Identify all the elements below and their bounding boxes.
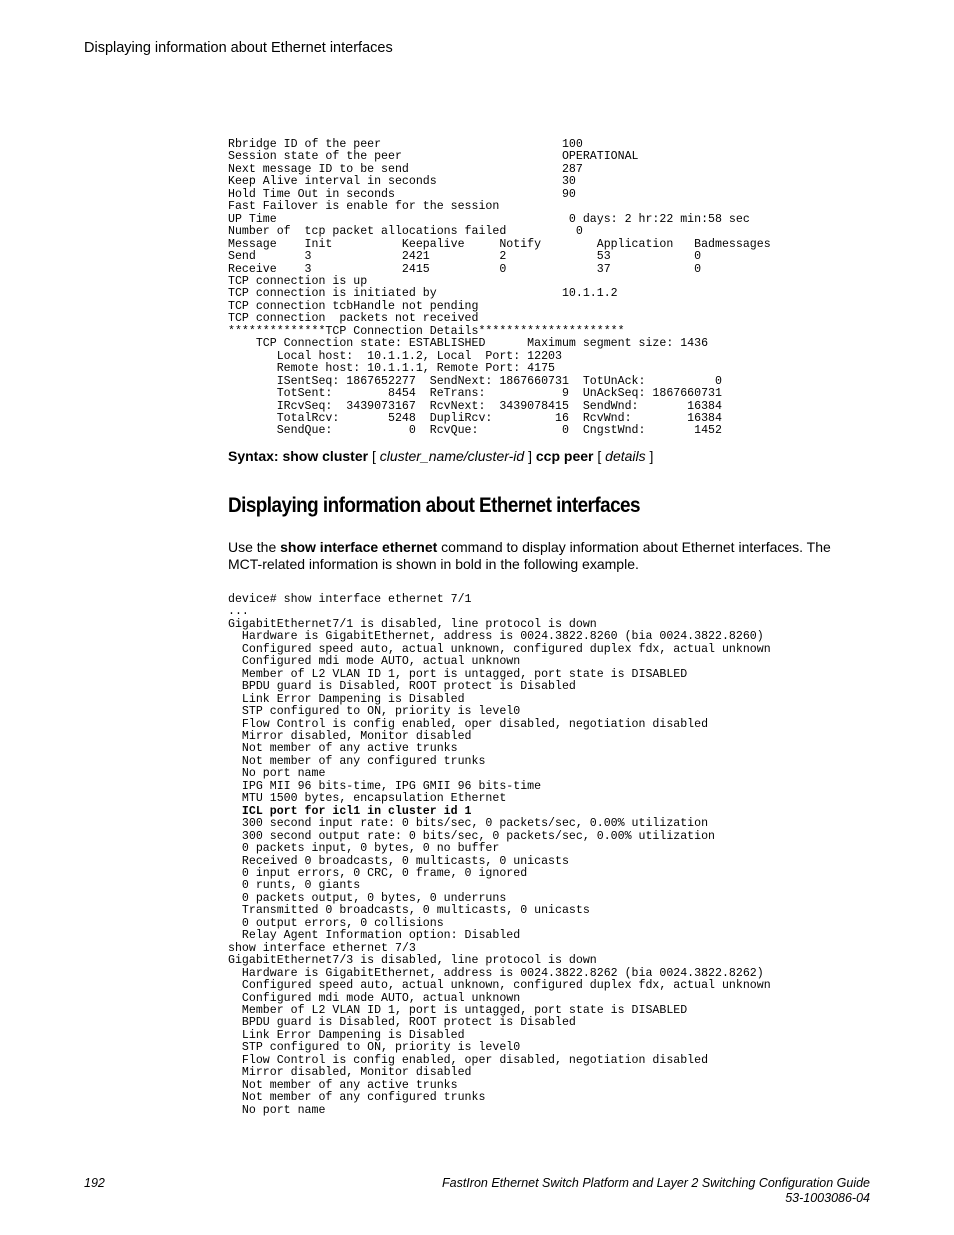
code-line: Configured speed auto, actual unknown, configured duplex fdx, actual unknown [228,979,771,993]
code-line: BPDU guard is Disabled, ROOT protect is Disabled [228,680,576,694]
code-line: TotSent: 8454 ReTrans: 9 UnAckSeq: 1867660731 [228,387,722,401]
code-line: ISentSeq: 1867652277 SendNext: 1867660731 TotUnAck: 0 [228,374,722,388]
code-line: Flow Control is config enabled, oper disabled, negotiation disabled [228,717,709,731]
code-line: MTU 1500 bytes, encapsulation Ethernet [228,792,507,806]
show-interface-output-code-block [228,594,771,1117]
code-line: 0 packets input, 0 bytes, 0 no buffer [228,842,500,856]
code-line: Member of L2 VLAN ID 1, port is untagged, port state is DISABLED [228,1003,688,1017]
code-line: Rbridge ID of the peer 100 [228,138,583,151]
code-line: IRcvSeq: 3439073167 RcvNext: 3439078415 SendWnd: 16384 [228,399,722,413]
code-line: 0 input errors, 0 CRC, 0 frame, 0 ignored [228,866,528,880]
syntax-arg-cluster: cluster_name/cluster-id [379,448,525,464]
code-line: Transmitted 0 broadcasts, 0 multicasts, 0 unicasts [228,904,590,918]
code-line: TCP Connection state: ESTABLISHED Maximum segment size: 1436 [228,337,709,351]
code-line: Not member of any configured trunks [228,754,486,768]
intro-suffix: command to display information about Ethernet interfaces. The MCT-related information is shown in bold in the following example. [228,539,831,572]
code-line: Mirror disabled, Monitor disabled [228,729,472,743]
code-line: device# show interface ethernet 7/1 [228,593,472,606]
code-line: 0 output errors, 0 collisions [228,916,444,930]
code-line: Relay Agent Information option: Disabled [228,929,521,943]
code-line: Hold Time Out in seconds 90 [228,187,576,201]
code-line: Remote host: 10.1.1.1, Remote Port: 4175 [228,362,555,376]
code-line: Local host: 10.1.1.2, Local Port: 12203 [228,349,562,363]
code-line: Hardware is GigabitEthernet, address is 0024.3822.8260 (bia 0024.3822.8260) [228,630,764,644]
code-line: 300 second output rate: 0 bits/sec, 0 packets/sec, 0.00% utilization [228,829,716,843]
code-line: UP Time 0 days: 2 hr:22 min:58 sec [228,212,750,226]
code-line: Next message ID to be send 287 [228,162,583,176]
code-line: Session state of the peer OPERATIONAL [228,150,639,164]
code-line: STP configured to ON, priority is level0 [228,1041,521,1055]
code-line: 0 packets output, 0 bytes, 0 underruns [228,891,507,905]
code-line: ICL port for icl1 in cluster id 1 [228,804,472,818]
code-line: Configured mdi mode AUTO, actual unknown [228,991,521,1005]
code-line: Configured speed auto, actual unknown, configured duplex fdx, actual unknown [228,642,771,656]
code-line: **************TCP Connection Details********************* [228,324,625,338]
code-line: Flow Control is config enabled, oper disabled, negotiation disabled [228,1053,709,1067]
intro-prefix: Use the [228,539,281,555]
code-line: Hardware is GigabitEthernet, address is 0024.3822.8262 (bia 0024.3822.8262) [228,966,764,980]
code-line: TotalRcv: 5248 DupliRcv: 16 RcvWnd: 16384 [228,411,722,425]
code-line: Number of tcp packet allocations failed 0 [228,225,583,239]
code-line: No port name [228,767,326,781]
syntax-bracket-open-2: [ [597,448,602,464]
intro-command: show interface ethernet [280,539,438,555]
syntax-command: show cluster [282,448,369,464]
footer-doc-info [442,1176,870,1206]
footer-doc-title: FastIron Ethernet Switch Platform and Layer 2 Switching Configuration Guide [442,1176,870,1190]
code-line: 300 second input rate: 0 bits/sec, 0 packets/sec, 0.00% utilization [228,817,709,831]
code-line: Receive 3 2415 0 37 0 [228,262,702,276]
running-header: Displaying information about Ethernet interfaces [84,40,393,56]
code-line: TCP connection tcbHandle not pending [228,299,479,313]
code-line: Fast Failover is enable for the session [228,200,500,214]
code-line: TCP connection is up [228,274,368,288]
syntax-bracket-close-2: ] [649,448,654,464]
code-line: TCP connection is initiated by 10.1.1.2 [228,287,618,301]
code-line: GigabitEthernet7/3 is disabled, line protocol is down [228,954,597,968]
code-line: No port name [228,1103,326,1117]
code-line: Link Error Dampening is Disabled [228,692,465,706]
code-line: Member of L2 VLAN ID 1, port is untagged, port state is DISABLED [228,667,688,681]
footer-doc-number: 53-1003086-04 [785,1191,870,1205]
code-line: Not member of any active trunks [228,742,458,756]
syntax-bracket-open-1: [ [371,448,376,464]
syntax-line [228,448,653,464]
intro-paragraph [228,539,848,573]
code-line: 0 runts, 0 giants [228,879,361,893]
code-line: GigabitEthernet7/1 is disabled, line protocol is down [228,617,597,631]
code-line: Link Error Dampening is Disabled [228,1028,465,1042]
syntax-arg-details: details [605,448,646,464]
code-line: ... [228,605,249,619]
code-line: BPDU guard is Disabled, ROOT protect is Disabled [228,1016,576,1030]
code-line: Send 3 2421 2 53 0 [228,250,702,264]
code-line: Keep Alive interval in seconds 30 [228,175,576,189]
code-line: STP configured to ON, priority is level0 [228,705,521,719]
section-heading: Displaying information about Ethernet interfaces [228,494,641,517]
code-line: IPG MII 96 bits-time, IPG GMII 96 bits-time [228,779,542,793]
code-line: Mirror disabled, Monitor disabled [228,1066,472,1080]
syntax-label: Syntax: [228,448,279,464]
code-line: Not member of any configured trunks [228,1091,486,1105]
code-line: TCP connection packets not received [228,312,479,326]
code-line: Received 0 broadcasts, 0 multicasts, 0 unicasts [228,854,569,868]
syntax-keyword-ccp-peer: ccp peer [535,448,594,464]
code-line: show interface ethernet 7/3 [228,941,416,955]
code-line: Message Init Keepalive Notify Application Badmessages [228,237,771,251]
code-line: Not member of any active trunks [228,1078,458,1092]
code-line: Configured mdi mode AUTO, actual unknown [228,655,521,669]
ccp-peer-output-code-block [228,139,771,438]
page-number: 192 [84,1176,105,1190]
code-line: SendQue: 0 RcvQue: 0 CngstWnd: 1452 [228,424,722,438]
syntax-bracket-close-1: ] [528,448,532,464]
